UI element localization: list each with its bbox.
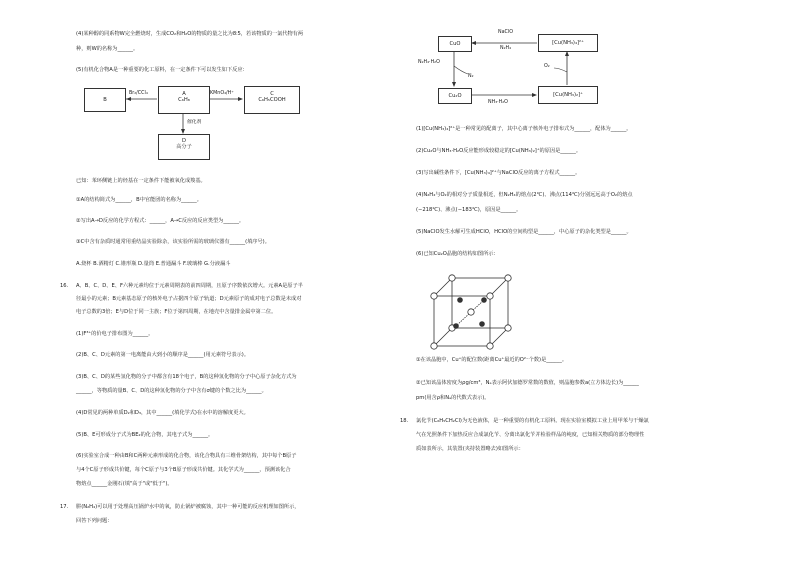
label-n2: N₂ — [468, 74, 474, 79]
arrow-label-br2: Br₂/CCl₄ — [129, 91, 148, 96]
q5-intro: (5)有机化合物A是一种重要的化工原料，在一定条件下可以发生如下反应： — [76, 67, 248, 73]
q18-number: 18. — [400, 418, 409, 424]
q17-line2: 回答下列问题： — [76, 518, 113, 524]
q16-part6-line2: 与4个C原子形成共价键，每个C原子与3个B原子形成共价键。其化学式为______，预测该化合 — [76, 467, 291, 473]
q5-options: A.烧杯 B.酒精灯 C.锥形瓶 D.量筒 E.普通漏斗 F.玻璃棒 G.分液漏斗 — [76, 261, 231, 267]
q16-part5: (5)B、E可形成分子式为BE₂的化合物，其电子式为______。 — [76, 432, 214, 438]
compound-c-formula: C₆H₅COOH — [258, 97, 286, 104]
q18-line1: 氯化苄(C₆H₅CH₂Cl)为无色液体，是一种重要的有机化工原料。现在实验室模拟工业上用甲苯与干燥氯 — [416, 418, 649, 424]
q16-line1: A、B、C、D、E、F六种元素均位于元素周期表的前四周期，且原子序数依次增大。元素A是原子半 — [76, 283, 303, 289]
r-part4-line1: (4)N₂H₄与O₂的相对分子质量相近，但N₂H₄的熔点(2℃)、沸点(114℃)分别远远高于O₂的熔点 — [416, 192, 633, 198]
r-part5: (5)NaClO发生水解可生成HClO，HClO的空间构型是______，中心原子的杂化类型是______。 — [416, 229, 632, 235]
q5-sub2: ②写出A→D反应的化学方程式：______，A→C反应的反应类型为______。 — [76, 218, 245, 224]
cuo-label: CuO — [449, 41, 461, 47]
r-part6: (6)已知Cu₂O晶胞的结构如图所示： — [416, 251, 499, 257]
r-part4-line2: (−218℃)、沸点(−183℃)，原因是______。 — [416, 207, 522, 213]
q16-line2: 径最小的元素；B元素基态原子的核外电子占据四个原子轨道；D元素原子的成对电子总数是未成对 — [76, 296, 302, 302]
cu2o-label: Cu₂O — [448, 93, 462, 99]
q18-line3: 质如表所示，其装置(夹持装置略去)如图所示： — [416, 446, 524, 452]
cycle-diagram — [416, 28, 616, 112]
label-nh3-h2o: NH₃·H₂O — [488, 100, 508, 105]
reaction-diagram — [76, 82, 394, 162]
r-part1: (1)[Cu(NH₃)₄]²⁺是一种常见的配离子，其中心离子核外电子排布式为______，配体为______。 — [416, 126, 632, 132]
q4-line2: 种，则W的名称为______。 — [76, 46, 139, 52]
compound-d-desc: 高分子 — [176, 144, 192, 151]
r-part2: (2)Cu₂O与NH₃·H₂O反应能形成较稳定的[Cu(NH₃)₂]⁺的原因是______。 — [416, 148, 582, 154]
complex-bottom-label: [Cu(NH₃)₂]⁺ — [553, 92, 583, 98]
compound-d-label: D — [182, 138, 186, 144]
q5-sub1: ①A的结构简式为______，B中官能团的名称为______。 — [76, 197, 202, 203]
q16-part6-line3: 物熔点______金刚石(填"高于"或"低于")。 — [76, 481, 173, 487]
arrow-label-kmno4: KMnO₄/H⁺ — [210, 91, 234, 96]
complex-top-label: [Cu(NH₃)₄]²⁺ — [552, 40, 584, 46]
q16-part2: (2)B、C、D元素的第一电离能由大到小的顺序是______(用元素符号表示)。 — [76, 352, 250, 358]
known-note: 已知：苯环侧链上的烃基在一定条件下能被氧化成羧基。 — [76, 178, 206, 184]
q17-line1: 肼(N₂H₄)可以用于处理高压锅炉水中的氧，防止锅炉被腐蚀，其中一种可能的反应机理如图所示， — [76, 504, 300, 510]
q5-sub3: ③C中含有杂质时通常用重结晶实验除杂，该实验所需的玻璃仪器有______(填序号)。 — [76, 239, 270, 245]
reaction-arrows — [76, 82, 394, 162]
q16-part1: (1)F³⁺的价电子排布图为______。 — [76, 331, 154, 337]
r-part3: (3)写出碱性条件下，[Cu(NH₃)₄]²⁺与NaClO反应的离子方程式______。 — [416, 170, 581, 176]
q16-line3: 电子总数的3倍；E与D位于同一主族；F位于第四周期，在地壳中含量排金属中第二位。 — [76, 309, 277, 315]
q18-line2: 气在光照条件下加热反应合成氯化苄、分离出氯化苄并检验样品的纯度，已知相关物质的部分物理性 — [416, 432, 645, 438]
arrow-label-catalyst: 催化剂 — [187, 120, 202, 125]
compound-b-label: B — [103, 97, 107, 103]
compound-c-label: C — [270, 91, 274, 97]
q4-line1: (4)某种醇的同系物W完全燃烧时，生成CO₂和H₂O的物质的量之比为8∶5，若该物质的一氯代物有两 — [76, 31, 304, 37]
q16-part3-line1: (3)B、C、D的某些氢化物的分子中都含有18个电子，B的这种氢化物的分子中心原子杂化方式为 — [76, 374, 297, 380]
r-part6-sub2-line2: pm(用含ρ和Nₐ的代数式表示)。 — [416, 395, 490, 401]
cu2o-unit-cell-image — [426, 272, 516, 352]
cycle-arrows — [416, 28, 616, 112]
label-n2h4-top: N₂H₄ — [500, 46, 512, 51]
q16-part4: (4)D常见的两种单质D₂和D₃，其中______(填化学式)在水中的溶解度更大。 — [76, 410, 249, 416]
label-naclo: NaClO — [498, 30, 513, 35]
q17-number: 17. — [60, 504, 69, 510]
q16-number: 16. — [60, 283, 69, 289]
compound-a-formula: C₆H₈ — [178, 97, 190, 104]
r-part6-sub2-line1: ②已知该晶体密度为ρg/cm³，Nₐ表示阿伏加德罗常数的数值，则晶胞参数a(立方体边长)为______ — [416, 380, 639, 386]
compound-a-label: A — [182, 91, 186, 97]
label-n2h4-h2o: N₂H₄·H₂O — [418, 60, 440, 65]
r-part6-sub1: ①在该晶胞中，Cu⁺的配位数(距离Cu⁺最近的O²⁻个数)是______。 — [416, 357, 568, 363]
q16-part6-line1: (6)实验室合成一种由B和C两种元素形成的化合物，该化合物具有三维骨架结构，其中每个B原子 — [76, 453, 297, 459]
label-o2: O₂ — [544, 64, 550, 69]
q16-part3-line2: ______，等物质的量B、C、D的这种氢化物的分子中含有σ键的个数之比为______。 — [76, 388, 267, 394]
